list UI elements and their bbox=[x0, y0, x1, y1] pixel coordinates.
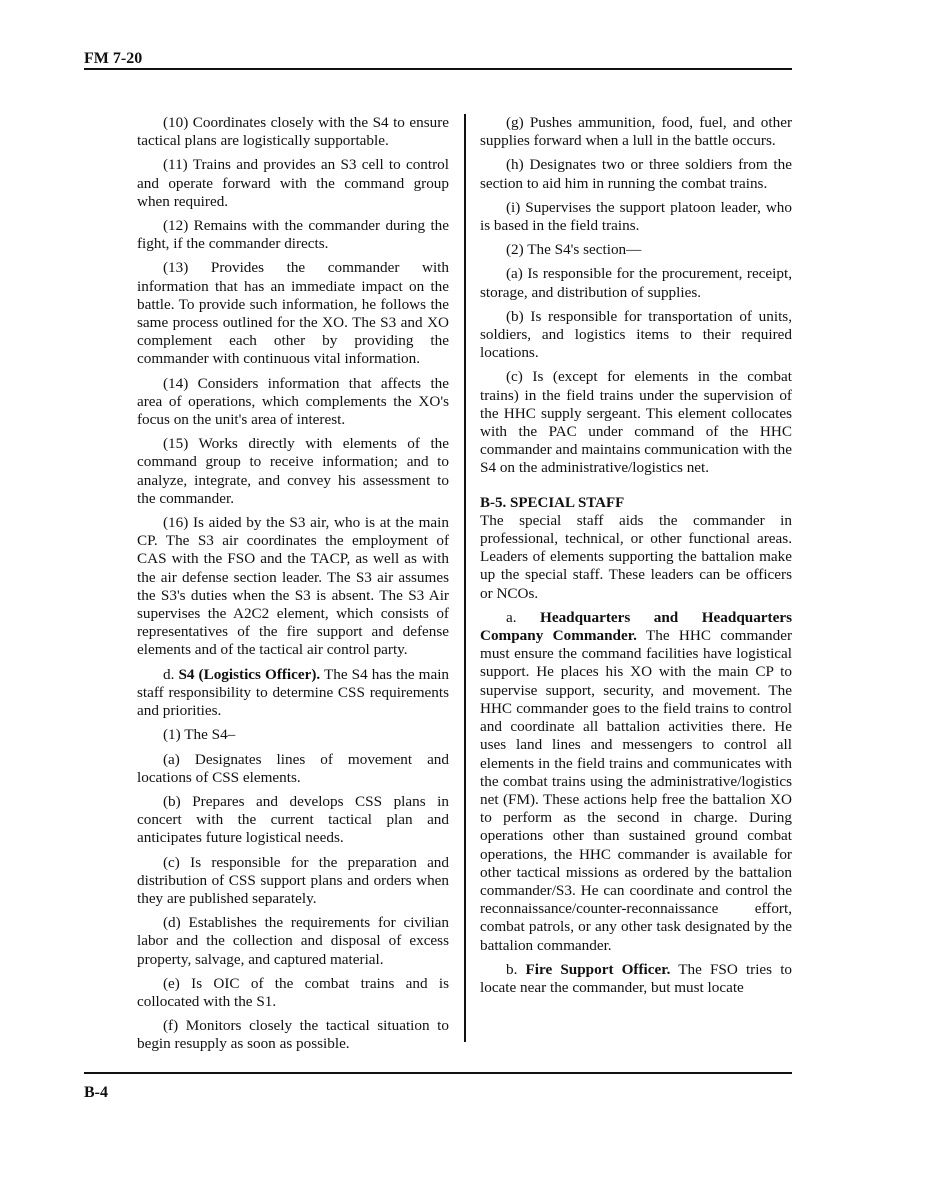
paragraph: (i) Supervises the support platoon leader, who is based in the field trains. bbox=[480, 198, 792, 235]
paragraph: (f) Monitors closely the tactical situation to begin resupply as soon as possible. bbox=[137, 1017, 449, 1053]
paragraph: (10) Coordinates closely with the S4 to ensure tactical plans are logistically supportable. bbox=[137, 114, 449, 150]
paragraph-lead: b. bbox=[506, 960, 526, 978]
paragraph-s4 bbox=[137, 666, 449, 721]
paragraph-subhead: S4 (Logistics Officer). bbox=[178, 665, 321, 683]
footer-rule bbox=[84, 1072, 792, 1074]
paragraph: (b) Prepares and develops CSS plans in concert with the current tactical plan and anticipates future logistical needs. bbox=[137, 792, 449, 847]
section-intro: The special staff aids the commander in professional, technical, or other functional areas. Leaders of elements supporting the battalion make up the special staff. These leaders can be officers or NCOs. bbox=[480, 511, 792, 602]
paragraph: (h) Designates two or three soldiers from the section to aid him in running the combat trains. bbox=[480, 156, 792, 192]
paragraph: (a) Is responsible for the procurement, receipt, storage, and distribution of supplies. bbox=[480, 265, 792, 301]
paragraph: (d) Establishes the requirements for civilian labor and the collection and disposal of excess property, salvage, and captured material. bbox=[137, 914, 449, 968]
paragraph: (2) The S4's section— bbox=[506, 241, 642, 259]
paragraph: (15) Works directly with elements of the command group to receive information; and to analyze, integrate, and convey his assessment to the commander. bbox=[137, 435, 449, 507]
paragraph: (13) Provides the commander with information that has an immediate impact on the battle. To provide such information, he follows the same process outlined for the XO. The S3 and XO complement each other by providing the commander with continuous vital information. bbox=[137, 259, 449, 368]
paragraph-subhead: Fire Support Officer. bbox=[525, 960, 671, 978]
paragraph-text: The FSO tries to locate near the commander, but must locate bbox=[480, 960, 793, 996]
paragraph: (g) Pushes ammunition, food, fuel, and other supplies forward when a lull in the battle occurs. bbox=[480, 114, 792, 150]
paragraph-lead: d. bbox=[163, 665, 179, 683]
column-divider bbox=[464, 114, 466, 1042]
paragraph: (c) Is responsible for the preparation and distribution of CSS support plans and orders when they are published separately. bbox=[137, 853, 449, 907]
paragraph: (c) Is (except for elements in the combat trains) in the field trains under the supervision of the HHC supply sergeant. This element collocates with the PAC under command of the HHC commander and maintains communication with the S4 on the administrative/logistics net. bbox=[480, 368, 792, 477]
header-rule bbox=[84, 68, 792, 70]
paragraph-subhead: Headquarters and Headquarters Company Commander. bbox=[480, 608, 792, 645]
paragraph-text: The HHC commander must ensure the command facilities have logistical support. He places his XO with the main CP to supervise support, security, and movement. The HHC commander goes to the field trains to control and coordinate all battalion activities there. He uses land lines and messengers to control all elements in the field trains and communicates with the combat trains using the administrative/logistics net (FM). These actions help free the battalion XO to perform as the second in charge. During operations other than sustained ground combat operations, the HHC commander is available for other tactical missions as ordered by the battalion commander/S3. He can coordinate and control the reconnaissance/counter-reconnaissance effort, combat patrols, or any other task designated by the battalion commander. bbox=[480, 627, 792, 954]
paragraph-text: The S4 has the main staff responsibility to determine CSS requirements and priorities. bbox=[137, 665, 450, 720]
paragraph: (12) Remains with the commander during the fight, if the commander directs. bbox=[137, 217, 449, 253]
paragraph-lead: a. bbox=[506, 608, 541, 626]
paragraph: (11) Trains and provides an S3 cell to control and operate forward with the command group when required. bbox=[137, 156, 449, 210]
paragraph: (16) Is aided by the S3 air, who is at the main CP. The S3 air coordinates the employment of CAS with the FSO and the TACP, as well as with the air defense section leader. The S3 air assumes the S3's duties when the S3 is absent. The S3 Air supervises the A2C2 element, which consists of representatives of the fire support and defense elements and of the tactical air control party. bbox=[137, 514, 449, 659]
left-column bbox=[137, 114, 449, 1060]
paragraph-hhc-commander bbox=[480, 609, 792, 955]
paragraph: (b) Is responsible for transportation of units, soldiers, and logistics items to their required locations. bbox=[480, 307, 792, 362]
paragraph: (e) Is OIC of the combat trains and is collocated with the S1. bbox=[137, 974, 449, 1010]
page-header: FM 7-20 bbox=[84, 50, 143, 67]
paragraph-fso bbox=[480, 961, 792, 997]
paragraph: (a) Designates lines of movement and locations of CSS elements. bbox=[137, 750, 449, 786]
right-column bbox=[480, 114, 792, 1003]
page-number: B-4 bbox=[84, 1084, 108, 1101]
paragraph: (1) The S4– bbox=[163, 726, 236, 744]
paragraph: (14) Considers information that affects the area of operations, which complements the XO's focus on the unit's area of interest. bbox=[137, 374, 449, 429]
section-heading: B-5. SPECIAL STAFF bbox=[480, 494, 625, 511]
